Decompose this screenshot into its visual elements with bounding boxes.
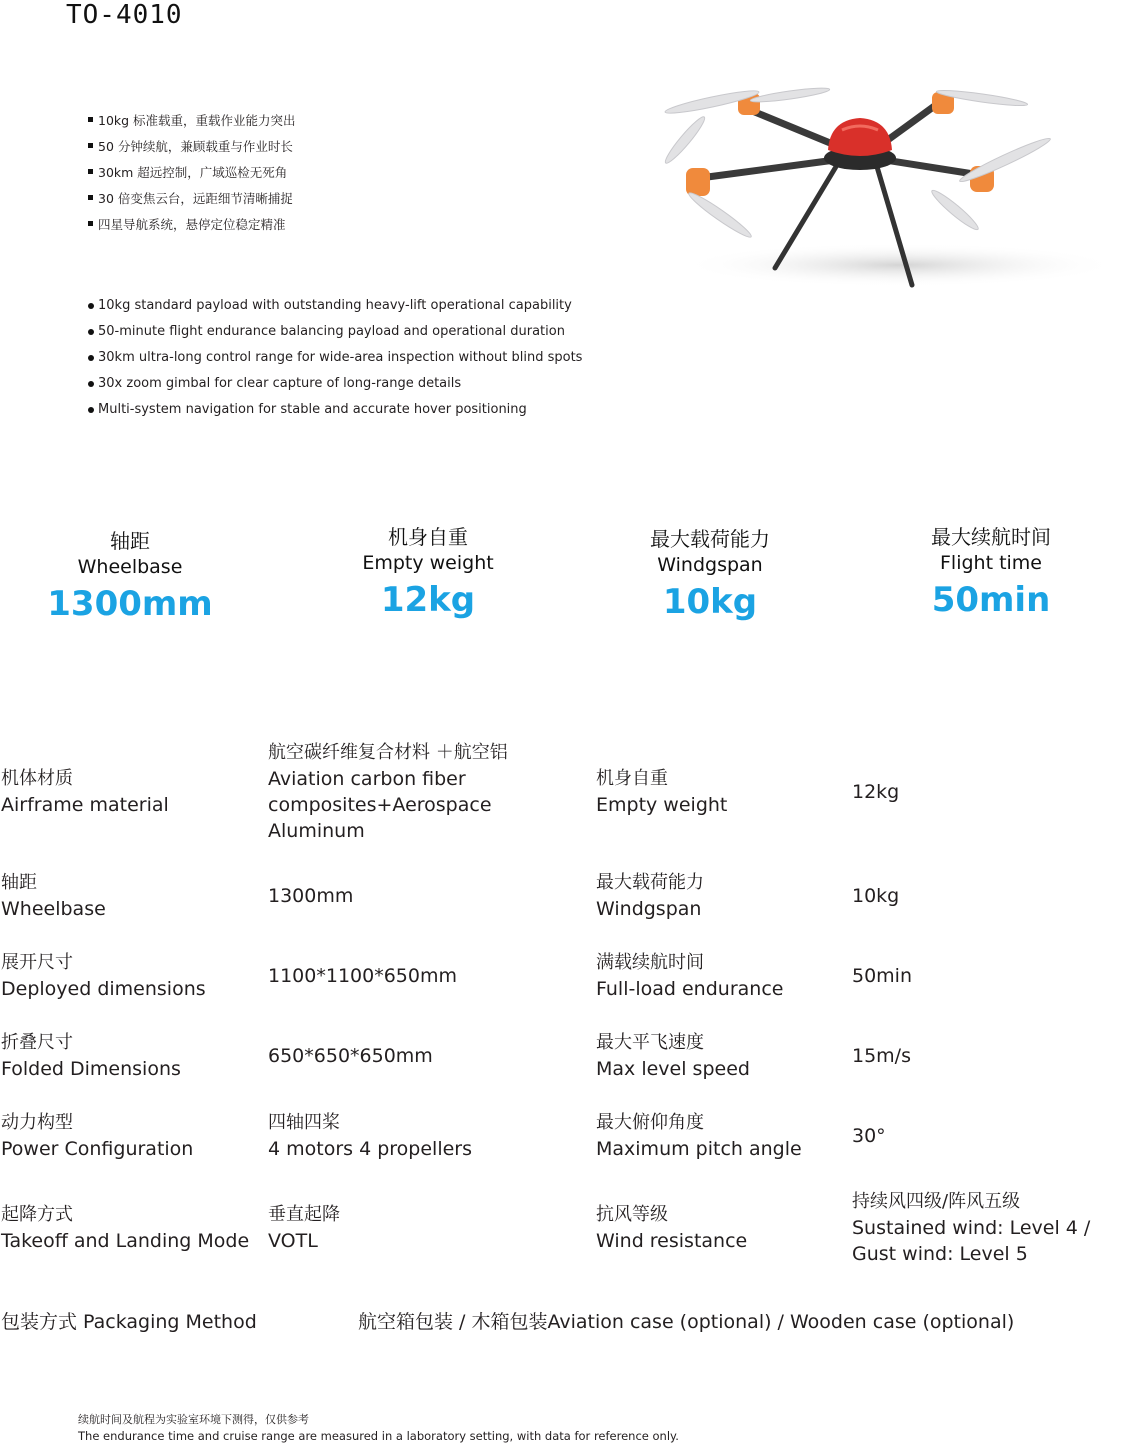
- spec-label-en: Wheelbase: [1, 898, 106, 920]
- stat-value: 1300mm: [47, 584, 213, 624]
- spec-value-en: VOTL: [268, 1230, 318, 1252]
- spec-label-en: Wind resistance: [596, 1230, 748, 1252]
- footnote-cn: 续航时间及航程为实验室环境下测得，仅供参考: [78, 1413, 309, 1426]
- spec-value-cn: 垂直起降: [268, 1204, 340, 1225]
- stat-label-cn: 最大载荷能力: [650, 527, 770, 551]
- spec-label-en: Airframe material: [1, 794, 169, 816]
- feature-cn-item: 四星导航系统，悬停定位稳定精准: [88, 212, 296, 238]
- spec-label-cn: 最大俯仰角度: [596, 1112, 704, 1133]
- stat-label-cn: 机身自重: [388, 525, 468, 549]
- spec-value-en: 10kg: [852, 885, 900, 907]
- stat-wheelbase: [0, 528, 260, 626]
- spec-label-en: Deployed dimensions: [1, 978, 206, 1000]
- stat-label-en: Flight time: [939, 552, 1042, 574]
- spec-label-cell: [596, 948, 836, 1004]
- feature-cn-item: 30km 超远控制，广域巡检无死角: [88, 160, 296, 186]
- spec-value-cell: [852, 948, 1124, 1004]
- feature-en-item: Multi-system navigation for stable and accurate hover positioning: [88, 397, 582, 423]
- spec-value-cell: [268, 1108, 568, 1164]
- spec-value-cell: [268, 868, 568, 924]
- spec-label-en: Full-load endurance: [596, 978, 784, 1000]
- spec-value-cell: [268, 740, 568, 844]
- spec-label-en: Maximum pitch angle: [596, 1138, 802, 1160]
- spec-value-en: 12kg: [852, 781, 900, 803]
- stat-label-en: Wheelbase: [77, 556, 183, 578]
- spec-label-cn: 满载续航时间: [596, 952, 704, 973]
- spec-label-cell: [596, 740, 836, 844]
- spec-label-cell: [1, 1028, 251, 1084]
- stat-label-cn: 最大续航时间: [931, 525, 1051, 549]
- spec-label-cn: 折叠尺寸: [1, 1032, 73, 1053]
- stat-max-payload: [580, 526, 840, 624]
- spec-value-en: 15m/s: [852, 1045, 911, 1067]
- packaging-label: 包装方式 Packaging Method: [1, 1311, 257, 1333]
- spec-label-cn: 最大载荷能力: [596, 872, 704, 893]
- spec-value-cell: [852, 740, 1124, 844]
- spec-label-cell: [1, 740, 251, 844]
- feature-list-cn: [88, 108, 296, 238]
- stat-value: 50min: [931, 580, 1051, 620]
- spec-label-cn: 起降方式: [1, 1204, 73, 1225]
- spec-value-en: 50min: [852, 965, 913, 987]
- spec-value-cell: [852, 868, 1124, 924]
- spec-label-cell: [1, 948, 251, 1004]
- spec-value-en: Sustained wind: Level 4 / Gust wind: Level 5: [852, 1217, 1091, 1265]
- feature-en-item: 30km ultra-long control range for wide-area inspection without blind spots: [88, 345, 582, 371]
- feature-en-item: 50-minute flight endurance balancing payload and operational duration: [88, 319, 582, 345]
- drone-image: [650, 60, 1120, 300]
- spec-label-cell: [1, 1108, 251, 1164]
- feature-en-item: 30x zoom gimbal for clear capture of long-range details: [88, 371, 582, 397]
- spec-label-cn: 抗风等级: [596, 1204, 668, 1225]
- spec-value-en: 1300mm: [268, 885, 354, 907]
- spec-value-cell: [268, 1028, 568, 1084]
- stat-flight-time: [861, 524, 1121, 622]
- spec-label-cn: 最大平飞速度: [596, 1032, 704, 1053]
- spec-label-en: Takeoff and Landing Mode: [1, 1230, 250, 1252]
- spec-value-cn: 航空碳纤维复合材料 ＋航空铝: [268, 742, 508, 763]
- spec-value-cell: [268, 948, 568, 1004]
- stat-value: 10kg: [662, 582, 758, 622]
- spec-label-cn: 机体材质: [1, 768, 73, 789]
- spec-value-cell: [852, 1108, 1124, 1164]
- spec-label-en: Empty weight: [596, 794, 728, 816]
- spec-label-cn: 机身自重: [596, 768, 668, 789]
- spec-value-cell: [268, 1188, 568, 1268]
- spec-label-cell: [596, 868, 836, 924]
- spec-value-en: 1100*1100*650mm: [268, 965, 457, 987]
- feature-list-en: [88, 293, 582, 423]
- stat-label-en: Empty weight: [362, 552, 494, 574]
- spec-label-en: Max level speed: [596, 1058, 750, 1080]
- spec-value-cn: 持续风四级/阵风五级: [852, 1191, 1021, 1212]
- stat-label-en: Windgspan: [657, 554, 763, 576]
- spec-label-cell: [596, 1188, 836, 1268]
- spec-label-cn: 动力构型: [1, 1112, 73, 1133]
- stat-empty-weight: [298, 524, 558, 622]
- feature-en-item: 10kg standard payload with outstanding heavy-lift operational capability: [88, 293, 582, 319]
- stat-value: 12kg: [380, 580, 476, 620]
- spec-value-en: 4 motors 4 propellers: [268, 1138, 472, 1160]
- spec-label-en: Folded Dimensions: [1, 1058, 181, 1080]
- packaging-value: 航空箱包装 / 木箱包装Aviation case (optional) / Wooden case (optional): [358, 1311, 1015, 1333]
- spec-label-en: Windgspan: [596, 898, 702, 920]
- spec-label-cell: [596, 1108, 836, 1164]
- spec-label-cell: [1, 868, 251, 924]
- footnote-en: The endurance time and cruise range are measured in a laboratory setting, with data for reference only.: [78, 1429, 679, 1443]
- spec-label-cn: 轴距: [1, 872, 37, 893]
- feature-cn-item: 10kg 标准载重，重载作业能力突出: [88, 108, 296, 134]
- feature-cn-item: 30 倍变焦云台，远距细节清晰捕捉: [88, 186, 296, 212]
- drone-body: [824, 118, 896, 170]
- spec-value-cell: [852, 1188, 1124, 1268]
- spec-value-cell: [852, 1028, 1124, 1084]
- product-title: TO-4010: [66, 0, 183, 30]
- spec-label-cn: 展开尺寸: [1, 952, 73, 973]
- feature-cn-item: 50 分钟续航，兼顾载重与作业时长: [88, 134, 296, 160]
- footnote: [78, 1411, 679, 1445]
- spec-label-en: Power Configuration: [1, 1138, 194, 1160]
- stat-label-cn: 轴距: [110, 529, 150, 553]
- spec-value-en: 650*650*650mm: [268, 1045, 433, 1067]
- spec-label-cell: [596, 1028, 836, 1084]
- spec-value-en: 30°: [852, 1125, 886, 1147]
- spec-label-cell: [1, 1188, 251, 1268]
- spec-value-en: Aviation carbon fiber composites+Aerospace Aluminum: [268, 768, 492, 842]
- spec-value-cn: 四轴四桨: [268, 1112, 340, 1133]
